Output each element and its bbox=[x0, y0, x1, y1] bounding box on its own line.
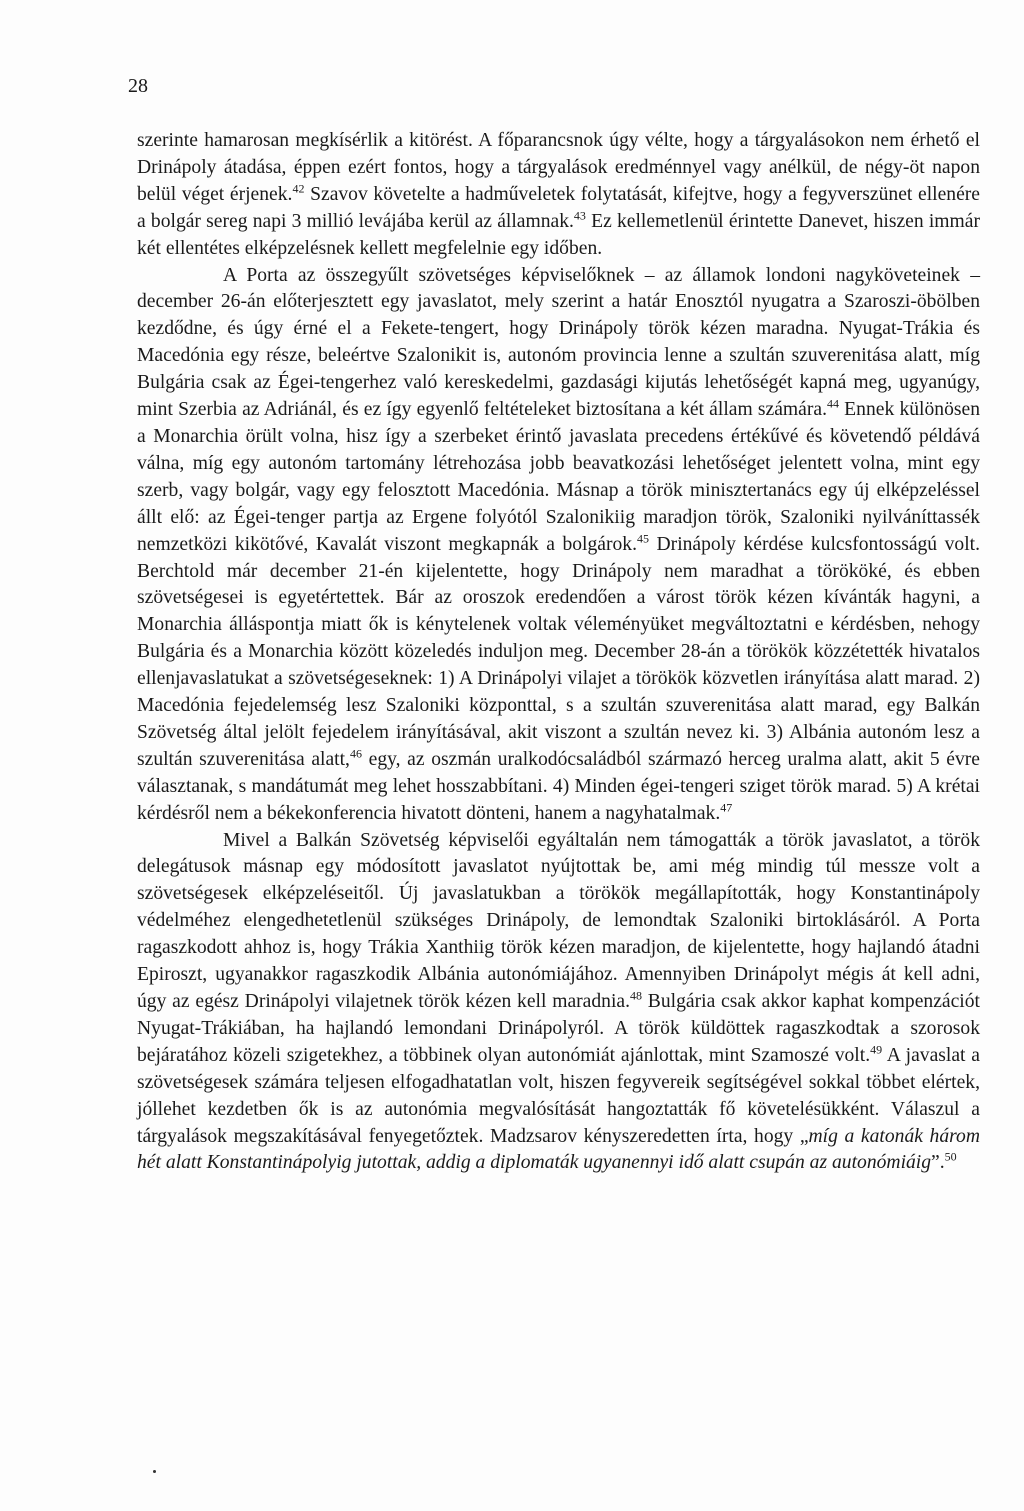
footnote-ref: 42 bbox=[292, 181, 305, 196]
footnote-ref: 43 bbox=[573, 208, 586, 223]
italic-quote: míg a katonák három hét alatt Konstantinápolyig jutottak, addig a diplomaták ugyanennyi idő alatt csupán az autonómiáig bbox=[137, 1125, 980, 1174]
stray-dot-mark bbox=[153, 1470, 156, 1473]
text-run: Drinápoly kérdése kulcsfontosságú volt. Berchtold már december 21-én kijelentette, hogy Drinápoly nem maradhat a törököké, és ebben szövetségesei is egyetértettek. Bár az oroszok eredendően a várost török kézen kívánták hagyni, a Monarchia álláspontja miatt ők is kénytelenek voltak véleményüket megváltoztatni e kérdésben, nehogy Bulgária és a Monarchia között közeledés induljon meg. December 28-án a törökök közzétették hivatalos ellenjavaslatukat a szövetségeseknek: 1) A Drinápolyi vilajet a törökök közvetlen irányítása alatt marad. 2) Macedónia fejedelemség lesz Szaloniki központtal, s a szultán szuverenitása alatt marad, egy Balkán Szövetség által jelölt fejedelem irányításával, akit viszont a szultán nevez ki. 3) Albánia autonóm lesz a szultán szuverenitása alatt, bbox=[137, 533, 981, 770]
text-run: Ennek különösen a Monarchia örült volna, hisz így a szerbeket érintő javaslata precedens értékűvé és követendő példává válna, míg egy autonóm tartomány létrehozása jobb beavatkozási lehetőséget jelentett volna, mint egy szerb, vagy bolgár, vagy egy felosztott Macedónia. Másnap a török minisztertanács egy új elképzeléssel állt elő: az Égei-tenger partja az Ergene folyótól Szalonikiig maradjon török, Szaloniki nyilváníttassék nemzetközi kikötővé, Kavalát viszont megkapnák a bolgárok. bbox=[137, 399, 980, 555]
body-text bbox=[137, 128, 980, 1177]
text-run: szerinte hamarosan megkísérlik a kitörést. A főparancsnok úgy vélte, hogy a tárgyalásokon nem érhető el Drinápoly átadása, éppen ezért fontos, hogy a tárgyalások eredménnyel vagy anélkül, de négy-öt napon belül véget érjenek. bbox=[137, 130, 980, 205]
footnote-ref: 46 bbox=[349, 746, 362, 761]
footnote-ref: 49 bbox=[870, 1042, 883, 1057]
text-run: Szavov követelte a hadműveletek folytatását, kifejtve, hogy a fegyverszünet ellenére a bolgár sereg napi 3 millió levájába kerül az államnak. bbox=[137, 183, 980, 232]
text-run: ”. bbox=[931, 1152, 945, 1174]
paragraph-2 bbox=[137, 263, 980, 828]
text-run: egy, az oszmán uralkodócsaládból származó herceg uralma alatt, akit 5 évre választanak, s mandátumát meg lehet hosszabbítani. 4) Minden égei-tengeri sziget török marad. 5) A krétai kérdésről nem a békekonferencia hivatott dönteni, hanem a nagyhatalmak. bbox=[137, 748, 980, 824]
text-run: Mivel a Balkán Szövetség képviselői egyáltalán nem támogatták a török javaslatot, a török delegátusok másnap egy módosított javaslatot nyújtottak be, ami még mindig túl messze volt a szövetségesek elképzeléseitől. Új javaslatukban a törökök megállapították, hogy Konstantinápoly védelméhez elengedhetetlenül szükséges Drinápoly, de lemondtak Szaloniki birtoklásáról. A Porta ragaszkodott ahhoz is, hogy Trákia Xanthiig török kézen maradjon, de kijelentette, hogy hajlandó átadni Epiroszt, ugyanakkor ragaszkodik Albánia autonómiájához. Amennyiben Drinápolyt mégis át kell adni, úgy az egész Drinápolyi vilajetnek török kézen kell maradnia. bbox=[137, 829, 980, 1012]
page-number: 28 bbox=[128, 75, 148, 97]
footnote-ref: 48 bbox=[630, 988, 642, 1003]
footnote-ref: 45 bbox=[637, 531, 649, 546]
text-run: A javaslat a szövetségesek számára teljesen elfogadhatatlan volt, hiszen fegyvereik segítségével sokkal többet elértek, jóllehet kezdetben ők is az autonómia megvalósítását hangoztatták fő követelésükként. Válaszul a tárgyalások megszakításával fenyegetőztek. Madzsarov kényszeredetten írta, hogy „ bbox=[137, 1044, 980, 1147]
footnote-ref: 50 bbox=[944, 1149, 957, 1164]
paragraph-3 bbox=[137, 828, 980, 1178]
text-run: Ez kellemetlenül érintette Danevet, hiszen immár két ellentétes elképzelésnek kellett megfelelnie egy időben. bbox=[137, 210, 980, 259]
text-run: A Porta az összegyűlt szövetséges képviselőknek – az államok londoni nagyköveteinek – december 26-án előterjesztett egy javaslatot, mely szerint a határ Enosztól nyugatra a Szaroszi-öbölben kezdődne, és úgy érné el a Fekete-tengert, hogy Drinápoly török kézen maradna. Nyugat-Trákia és Macedónia egy része, beleértve Szalonikit is, autonóm provincia lenne a szultán szuverenitása alatt, míg Bulgária csak az Égei-tengerhez való kereskedelmi, gazdasági kijutás lehetőségét kapná meg, ugyanúgy, mint Szerbia az Adriánál, és ez így egyenlő feltételeket biztosítana a két állam számára. bbox=[137, 264, 980, 421]
text-run: Bulgária csak akkor kaphat kompenzációt Nyugat-Trákiában, ha hajlandó lemondani Drinápolyról. A török küldöttek ragaszkodtak a szorosok bejáratához közeli szigetekhez, a többinek olyan autonómiát ajánlottak, mint Szamoszé volt. bbox=[137, 991, 980, 1066]
paragraph-1 bbox=[137, 128, 980, 263]
footnote-ref: 47 bbox=[720, 800, 733, 815]
footnote-ref: 44 bbox=[826, 396, 839, 411]
